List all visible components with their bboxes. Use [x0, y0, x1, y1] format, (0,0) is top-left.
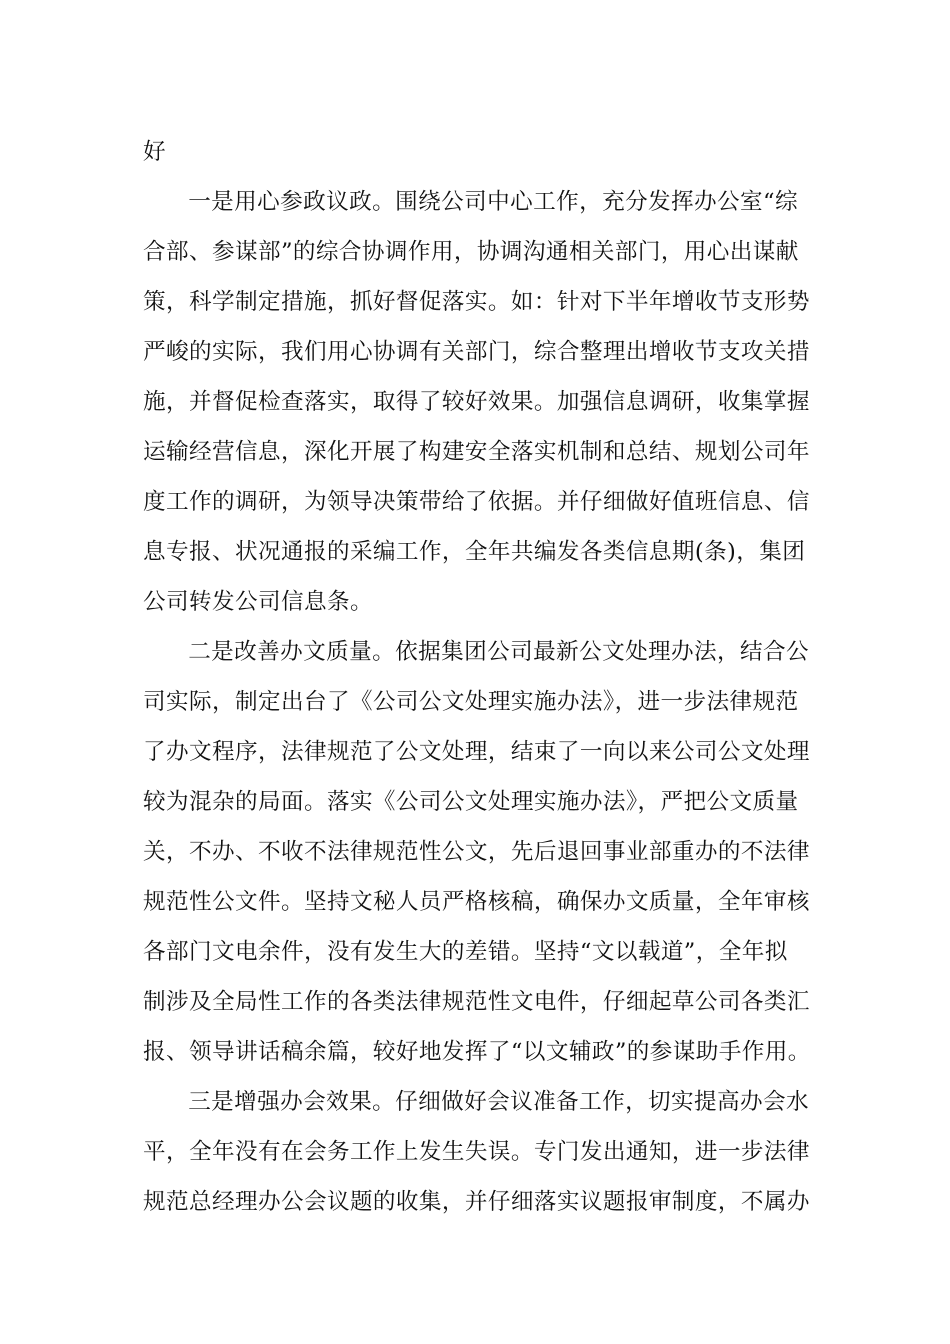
text-line: 二是改善办文质量。依据集团公司最新公文处理办法，结合公: [188, 639, 810, 665]
text-line: 报、领导讲话稿余篇，较好地发挥了“以文辅政”的参谋助手作用。: [143, 1039, 811, 1065]
carry-over-text: 好: [143, 139, 166, 165]
text-line: 三是增强办会效果。仔细做好会议准备工作，切实提高办会水: [188, 1089, 810, 1115]
text-line: 较为混杂的局面。落实《公司公文处理实施办法》，严把公文质量: [143, 789, 799, 815]
text-line: 运输经营信息，深化开展了构建安全落实机制和总结、规划公司年: [143, 439, 810, 465]
text-line: 一是用心参政议政。围绕公司中心工作，充分发挥办公室“综: [188, 189, 798, 215]
body-text: [143, 127, 811, 1227]
text-line: 息专报、状况通报的采编工作，全年共编发各类信息期(条)，集团: [143, 539, 806, 565]
text-line: 合部、参谋部”的综合协调作用，协调沟通相关部门，用心出谋献: [143, 239, 799, 265]
text-line: 司实际，制定出台了《公司公文处理实施办法》，进一步法律规范: [143, 689, 799, 715]
paragraph-3: [143, 1077, 810, 1227]
text-line: 策，科学制定措施，抓好督促落实。如：针对下半年增收节支形势: [143, 289, 810, 315]
text-line: 了办文程序，法律规范了公文处理，结束了一向以来公司公文处理: [143, 739, 810, 765]
text-line: 制涉及全局性工作的各类法律规范性文电件，仔细起草公司各类汇: [143, 989, 810, 1015]
text-line: 规范总经理办公会议题的收集，并仔细落实议题报审制度，不属办: [143, 1189, 810, 1215]
text-line: 规范性公文件。坚持文秘人员严格核稿，确保办文质量，全年审核: [143, 889, 810, 915]
paragraph-2: [143, 627, 811, 1077]
text-line: 施，并督促检查落实，取得了较好效果。加强信息调研，收集掌握: [143, 389, 810, 415]
text-line: 公司转发公司信息条。: [143, 589, 373, 615]
text-line: 度工作的调研，为领导决策带给了依据。并仔细做好值班信息、信: [143, 489, 810, 515]
text-line: 关，不办、不收不法律规范性公文，先后退回事业部重办的不法律: [143, 839, 810, 865]
text-line: 各部门文电余件，没有发生大的差错。坚持“文以载道”，全年拟: [143, 939, 788, 965]
paragraph-1: [143, 177, 810, 627]
text-line: 严峻的实际，我们用心协调有关部门，综合整理出增收节支攻关措: [143, 339, 810, 365]
text-line: 平，全年没有在会务工作上发生失误。专门发出通知，进一步法律: [143, 1139, 810, 1165]
